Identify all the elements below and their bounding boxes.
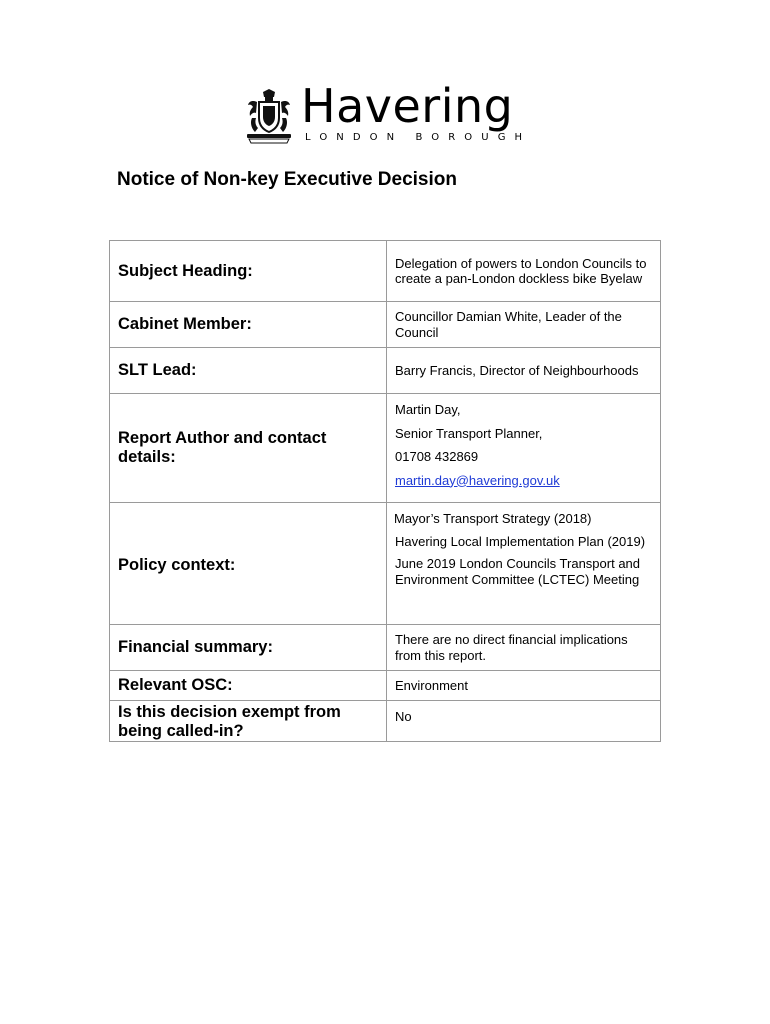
- financial-summary-value: There are no direct financial implications from this report.: [387, 625, 661, 671]
- policy-context-label: Policy context:: [110, 503, 387, 625]
- table-row: [110, 503, 661, 625]
- financial-summary-label: Financial summary:: [110, 625, 387, 671]
- table-row: [110, 241, 661, 302]
- table-row: [110, 394, 661, 503]
- author-role: Senior Transport Planner,: [395, 425, 543, 441]
- decision-details-table: [109, 240, 661, 742]
- exempt-value: No: [387, 701, 661, 742]
- table-row: [110, 348, 661, 394]
- policy-item: June 2019 London Councils Transport and Environment Committee (LCTEC) Meeting: [395, 556, 641, 587]
- slt-lead-value: Barry Francis, Director of Neighbourhoods: [387, 348, 661, 394]
- author-name: Martin Day,: [395, 402, 461, 417]
- subject-heading-label: Subject Heading:: [110, 241, 387, 302]
- subject-heading-value: Delegation of powers to London Councils to create a pan-London dockless bike Byelaw: [387, 241, 661, 302]
- relevant-osc-label: Relevant OSC:: [110, 671, 387, 701]
- policy-item: Havering Local Implementation Plan (2019): [395, 533, 646, 549]
- logo-wordmark: Havering: [301, 79, 514, 133]
- logo-subtitle: LONDON BOROUGH: [305, 132, 532, 143]
- report-author-value: [387, 394, 661, 503]
- slt-lead-label: SLT Lead:: [110, 348, 387, 394]
- page-title: Notice of Non-key Executive Decision: [117, 169, 457, 190]
- havering-logo: [243, 79, 532, 150]
- exempt-label: Is this decision exempt from being called-in?: [110, 701, 387, 742]
- table-row: [110, 302, 661, 348]
- policy-context-value: [387, 503, 661, 625]
- policy-item: Mayor’s Transport Strategy (2018): [394, 511, 592, 526]
- author-email-link[interactable]: martin.day@havering.gov.uk: [395, 472, 560, 488]
- author-phone: 01708 432869: [395, 449, 479, 464]
- relevant-osc-value: Environment: [387, 671, 661, 701]
- cabinet-member-label: Cabinet Member:: [110, 302, 387, 348]
- cabinet-member-value: Councillor Damian White, Leader of the Council: [387, 302, 661, 348]
- borough-crest-icon: [243, 88, 295, 144]
- table-row: [110, 625, 661, 671]
- table-row: [110, 671, 661, 701]
- table-row: [110, 701, 661, 742]
- report-author-label: Report Author and contact details:: [110, 394, 387, 503]
